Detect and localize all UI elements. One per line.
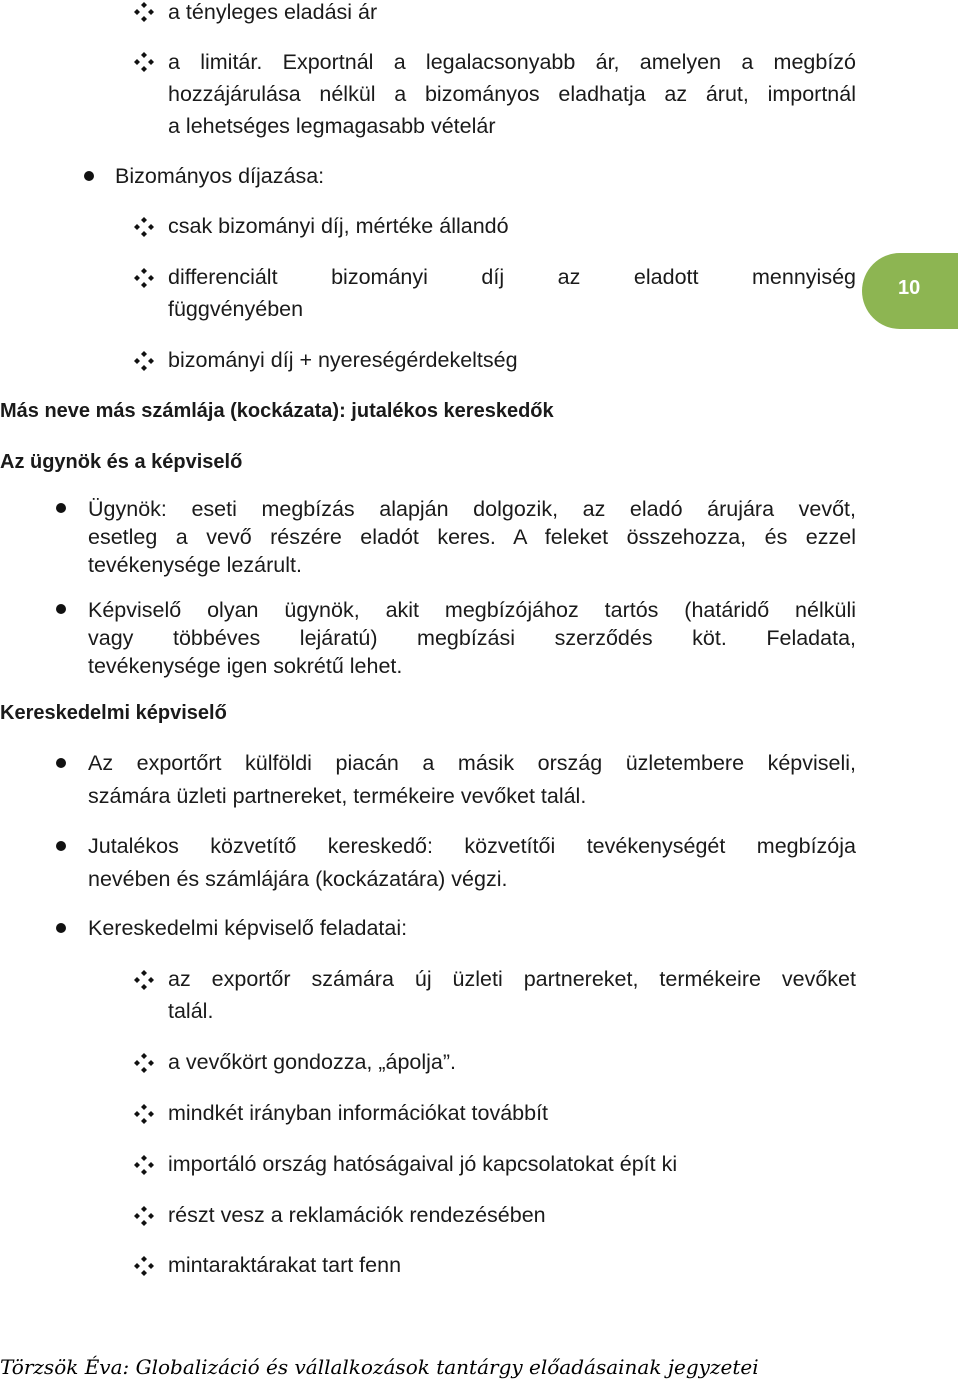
fee-item-fixed: csak bizományi díj, mértéke állandó bbox=[168, 214, 509, 238]
agent-item-line: Ügynök: eseti megbízás alapján dolgozik, az eladó árujára vevőt, bbox=[88, 497, 856, 521]
rep-task-line: a vevőkört gondozza, „ápolja”. bbox=[168, 1050, 457, 1074]
rep-definition-line: Képviselő olyan ügynök, akit megbízójához tartós (határidő nélküli bbox=[88, 598, 856, 622]
round-bullet-icon bbox=[56, 758, 66, 768]
rep-task-line: importáló ország hatóságaival jó kapcsolatokat épít ki bbox=[168, 1152, 678, 1176]
agent-item-line: esetleg a vevő részére eladót keres. A feleket összehozza, és ezzel bbox=[88, 525, 856, 549]
four-diamond-bullet-icon bbox=[134, 2, 154, 22]
round-bullet-icon bbox=[56, 923, 66, 933]
fee-heading: Bizományos díjazása: bbox=[115, 164, 325, 188]
page-number: 10 bbox=[898, 277, 921, 299]
page-footer: Törzsök Éva: Globalizáció és vállalkozások tantárgy előadásainak jegyzetei bbox=[0, 1355, 759, 1379]
four-diamond-bullet-icon bbox=[134, 1256, 154, 1276]
rep-task-line: az exportőr számára új üzleti partnereket, termékeire vevőket bbox=[168, 967, 856, 991]
price-item-limit-line3: a lehetséges legmagasabb vételár bbox=[168, 114, 496, 138]
rep-task-line: részt vesz a reklamációk rendezésében bbox=[168, 1203, 546, 1227]
rep-task-line: mintaraktárakat tart fenn bbox=[168, 1253, 402, 1277]
fee-item-differentiated-line2: függvényében bbox=[168, 297, 304, 321]
rep-item-line: Jutalékos közvetítő kereskedő: közvetítői tevékenységét megbízója bbox=[88, 834, 856, 858]
price-item-limit-line2: hozzájárulása nélkül a bizományos eladhatja az árut, importnál bbox=[168, 82, 856, 106]
heading-commercial-rep: Kereskedelmi képviselő bbox=[0, 702, 227, 724]
four-diamond-bullet-icon bbox=[134, 1053, 154, 1073]
heading-agent: Az ügynök és a képviselő bbox=[0, 451, 243, 473]
round-bullet-icon bbox=[56, 604, 66, 614]
price-item-actual: a tényleges eladási ár bbox=[168, 0, 378, 24]
rep-task-line: talál. bbox=[168, 999, 214, 1023]
four-diamond-bullet-icon bbox=[134, 268, 154, 288]
four-diamond-bullet-icon bbox=[134, 217, 154, 237]
four-diamond-bullet-icon bbox=[134, 1104, 154, 1124]
agent-item-line: tevékenysége lezárult. bbox=[88, 553, 302, 577]
rep-tasks-heading: Kereskedelmi képviselő feladatai: bbox=[88, 916, 408, 940]
heading-other-name: Más neve más számlája (kockázata): jutalékos kereskedők bbox=[0, 400, 554, 422]
four-diamond-bullet-icon bbox=[134, 52, 154, 72]
rep-item-line: Az exportőrt külföldi piacán a másik ország üzletembere képviseli, bbox=[88, 751, 856, 775]
page-number-badge bbox=[862, 253, 958, 329]
four-diamond-bullet-icon bbox=[134, 351, 154, 371]
round-bullet-icon bbox=[56, 841, 66, 851]
rep-task-line: mindkét irányban információkat továbbít bbox=[168, 1101, 549, 1125]
four-diamond-bullet-icon bbox=[134, 1155, 154, 1175]
four-diamond-bullet-icon bbox=[134, 970, 154, 990]
rep-definition-line: tevékenysége igen sokrétű lehet. bbox=[88, 654, 403, 678]
rep-definition-line: vagy többéves lejáratú) megbízási szerződés köt. Feladata, bbox=[88, 626, 856, 650]
fee-item-differentiated-line1: differenciált bizományi díj az eladott mennyiség bbox=[168, 265, 856, 289]
round-bullet-icon bbox=[84, 171, 94, 181]
round-bullet-icon bbox=[56, 503, 66, 513]
rep-item-line: nevében és számlájára (kockázatára) végzi. bbox=[88, 867, 508, 891]
price-item-limit-line1: a limitár. Exportnál a legalacsonyabb ár, amelyen a megbízó bbox=[168, 50, 856, 74]
fee-item-profit: bizományi díj + nyereségérdekeltség bbox=[168, 348, 518, 372]
rep-item-line: számára üzleti partnereket, termékeire vevőket talál. bbox=[88, 784, 587, 808]
four-diamond-bullet-icon bbox=[134, 1206, 154, 1226]
